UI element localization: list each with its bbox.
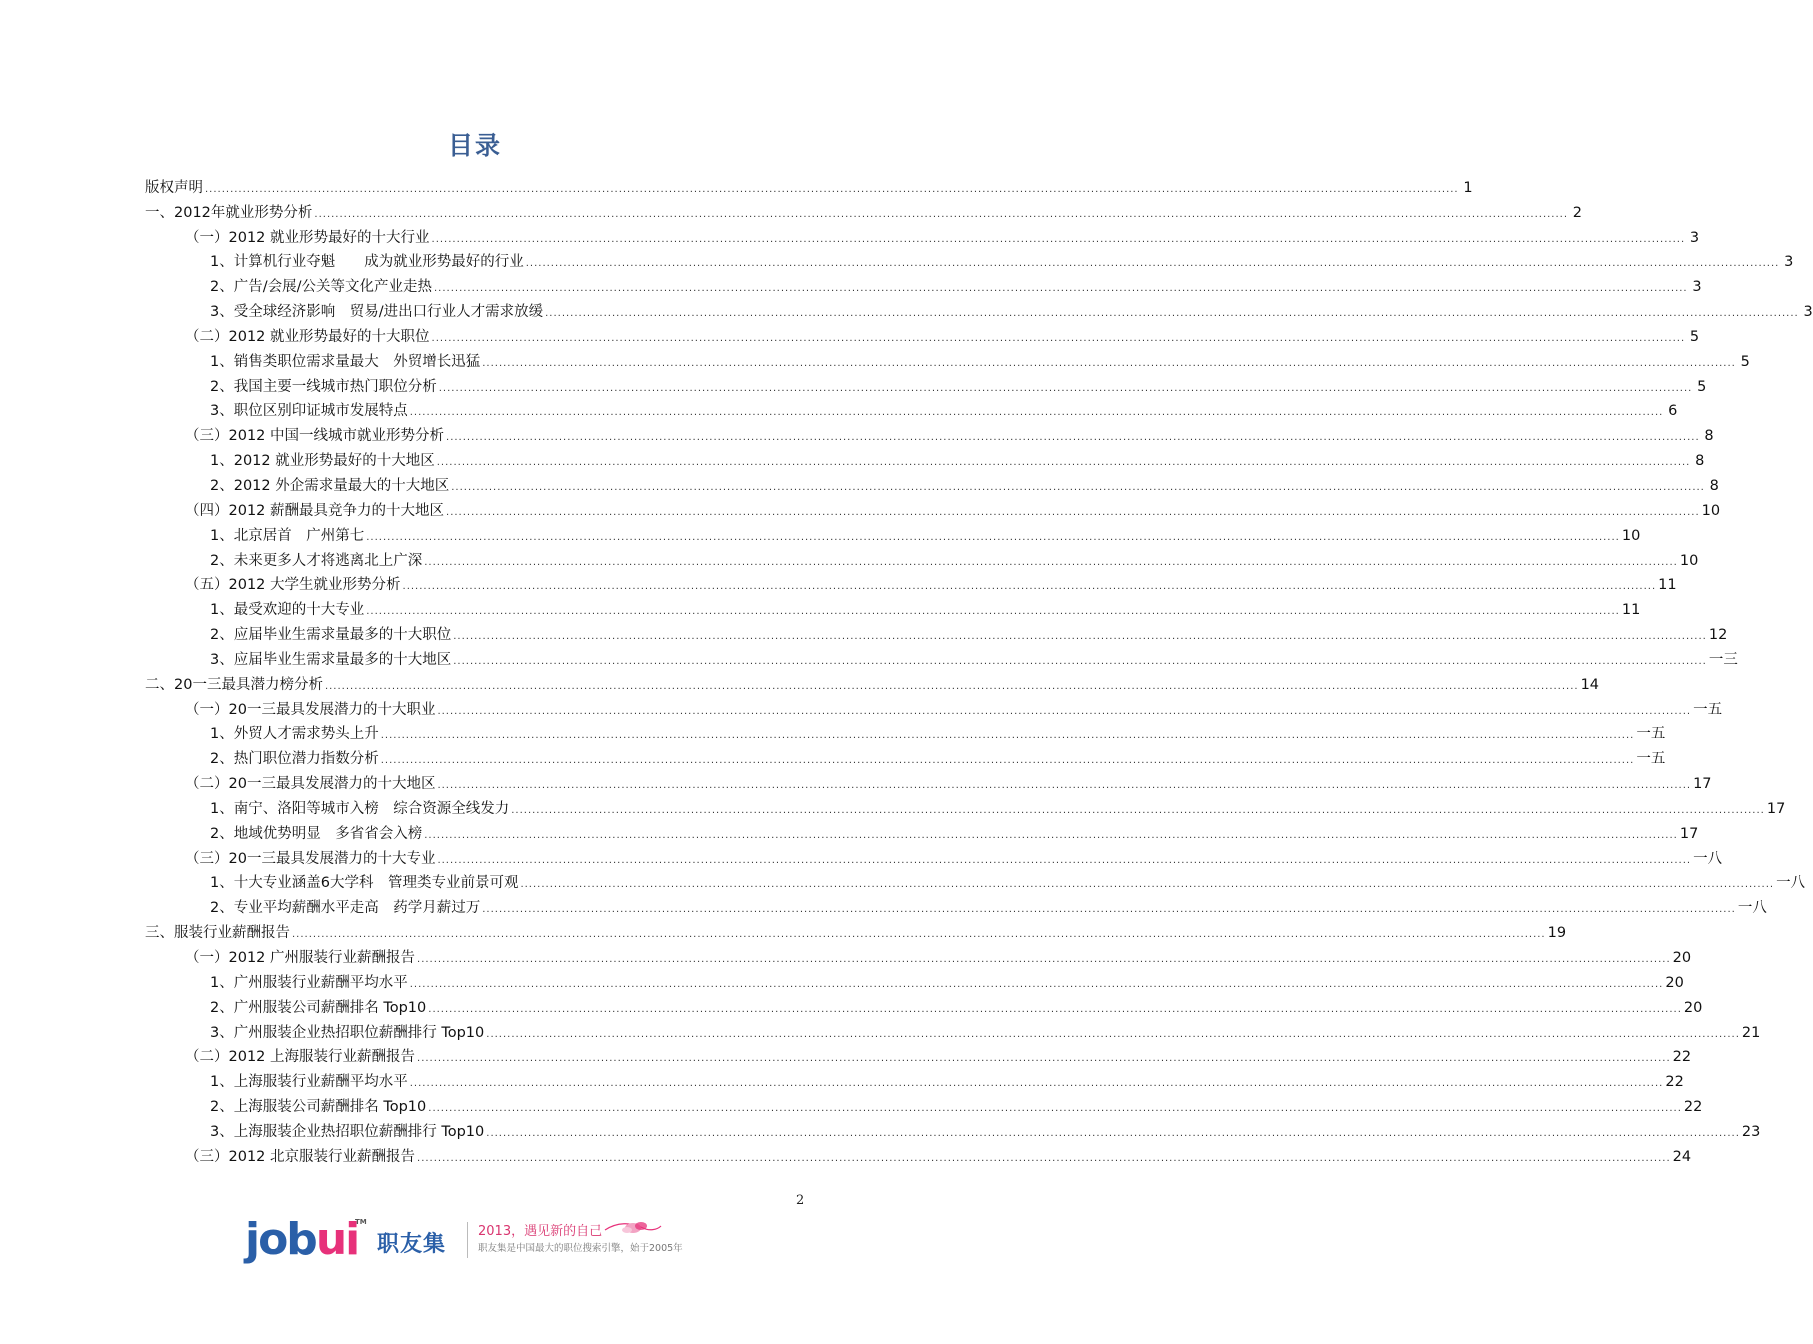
toc-entry[interactable] <box>145 521 1641 546</box>
toc-entry-label: 1、2012 就业形势最好的十大地区 <box>210 453 435 470</box>
toc-entry[interactable] <box>145 720 1666 745</box>
toc-entry-label: 1、计算机行业夺魁 成为就业形势最好的行业 <box>210 254 524 271</box>
toc-entry[interactable] <box>145 272 1702 297</box>
toc-entry[interactable] <box>145 248 1794 273</box>
toc-leader-dots: ............................................................................................................................................................................................................................................................................................................ <box>402 581 1657 593</box>
brand-name: 职友集 <box>377 1232 447 1257</box>
toc-leader-dots: ............................................................................................................................................................................................................................................................................................................ <box>520 879 1775 891</box>
toc-entry-page: 一五 <box>1636 751 1666 768</box>
toc-leader-dots: ............................................................................................................................................................................................................................................................................................................ <box>366 531 1620 543</box>
toc-entry-page: 一八 <box>1693 850 1723 867</box>
toc-entry-page: 11 <box>1658 577 1677 594</box>
toc-leader-dots: ............................................................................................................................................................................................................................................................................................................ <box>482 357 1736 369</box>
toc-entry-page: 3 <box>1803 304 1813 321</box>
toc-entry-page: 5 <box>1740 353 1750 370</box>
toc-entry-label: 3、广州服装企业热招职位薪酬排行 Top10 <box>210 1024 485 1041</box>
toc-leader-dots: ............................................................................................................................................................................................................................................................................................................ <box>437 705 1692 717</box>
toc-entry[interactable] <box>145 769 1712 794</box>
toc-entry-label: 1、北京居首 广州第七 <box>210 527 365 544</box>
toc-entry-label: 1、上海服装行业薪酬平均水平 <box>210 1074 408 1091</box>
toc-leader-dots: ............................................................................................................................................................................................................................................................................................................ <box>292 929 1546 941</box>
toc-entry[interactable] <box>145 819 1699 844</box>
toc-entry[interactable] <box>145 446 1705 471</box>
toc-entry[interactable] <box>145 1142 1692 1167</box>
toc-leader-dots: ............................................................................................................................................................................................................................................................................................................ <box>437 854 1692 866</box>
toc-entry-label: （一）2012 广州服装行业薪酬报告 <box>185 950 416 966</box>
toc-entry-page: 5 <box>1697 378 1707 395</box>
toc-entry[interactable] <box>145 1092 1703 1117</box>
toc-entry-page: 12 <box>1708 627 1728 644</box>
toc-leader-dots: ............................................................................................................................................................................................................................................................................................................ <box>545 308 1799 320</box>
logo-text: jobui <box>245 1214 359 1265</box>
toc-entry-label: 2、应届毕业生需求量最多的十大职位 <box>210 627 452 644</box>
toc-entry[interactable] <box>145 198 1583 223</box>
toc-entry[interactable] <box>145 571 1677 596</box>
toc-leader-dots: ............................................................................................................................................................................................................................................................................................................ <box>453 655 1707 667</box>
toc-entry-page: 3 <box>1689 229 1700 246</box>
toc-entry[interactable] <box>145 421 1714 446</box>
toc-entry-label: 2、热门职位潜力指数分析 <box>210 751 379 768</box>
toc-entry[interactable] <box>145 322 1700 347</box>
toc-entry-page: 20 <box>1665 974 1684 991</box>
toc-entry-label: （三）2012 中国一线城市就业形势分析 <box>185 428 445 445</box>
toc-leader-dots: ............................................................................................................................................................................................................................................................................................................ <box>446 432 1700 444</box>
toc-entry-label: 2、未来更多人才将逃离北上广深 <box>210 552 423 569</box>
toc-entry[interactable] <box>145 794 1786 819</box>
toc-entry-page: 10 <box>1701 502 1721 519</box>
toc-entry-page: 22 <box>1683 1099 1703 1116</box>
toc-leader-dots: ............................................................................................................................................................................................................................................................................................................ <box>417 1053 1671 1065</box>
toc-leader-dots: ............................................................................................................................................................................................................................................................................................................ <box>428 1003 1682 1015</box>
toc-entry[interactable] <box>145 844 1723 869</box>
toc-entry[interactable] <box>145 645 1738 670</box>
toc-entry-page: 23 <box>1741 1123 1761 1140</box>
toc-leader-dots: ............................................................................................................................................................................................................................................................................................................ <box>424 556 1678 568</box>
toc-entry-label: 2、地域优势明显 多省省会入榜 <box>210 825 423 842</box>
toc-entry-label: 2、广州服装公司薪酬排名 Top10 <box>210 999 427 1016</box>
toc-entry[interactable] <box>145 1067 1684 1092</box>
toc-entry[interactable] <box>145 620 1728 645</box>
toc-entry[interactable] <box>145 918 1567 943</box>
toc-entry-label: 2、上海服装公司薪酬排名 Top10 <box>210 1099 427 1116</box>
toc-entry-label: （一）20一三最具发展潜力的十大职业 <box>185 701 436 718</box>
toc-entry[interactable] <box>145 397 1678 422</box>
toc-entry-label: （一）2012 就业形势最好的十大行业 <box>185 229 430 246</box>
toc-entry[interactable] <box>145 1117 1761 1142</box>
toc-leader-dots: ............................................................................................................................................................................................................................................................................................................ <box>434 283 1688 295</box>
toc-entry-page: 3 <box>1692 279 1702 296</box>
toc-entry-label: （五）2012 大学生就业形势分析 <box>185 577 401 594</box>
toc-entry-page: 5 <box>1689 328 1700 345</box>
toc-entry[interactable] <box>145 347 1750 372</box>
toc-entry-label: 三、服装行业薪酬报告 <box>145 925 290 942</box>
toc-entry-page: 17 <box>1693 776 1712 793</box>
toc-leader-dots: ............................................................................................................................................................................................................................................................................................................ <box>424 829 1678 841</box>
footer-divider <box>467 1222 468 1258</box>
toc-leader-dots: ............................................................................................................................................................................................................................................................................................................ <box>446 506 1700 518</box>
toc-leader-dots: ............................................................................................................................................................................................................................................................................................................ <box>453 631 1707 643</box>
toc-leader-dots: ............................................................................................................................................................................................................................................................................................................ <box>438 382 1693 394</box>
toc-entry-page: 22 <box>1665 1074 1684 1091</box>
toc-entry[interactable] <box>145 595 1641 620</box>
toc-entry-label: （二）20一三最具发展潜力的十大地区 <box>185 776 436 793</box>
page-number: 2 <box>796 1193 805 1208</box>
toc-leader-dots: ............................................................................................................................................................................................................................................................................................................ <box>380 755 1635 767</box>
toc-entry-page: 17 <box>1679 825 1699 842</box>
toc-entry-page: 1 <box>1463 179 1473 196</box>
slogan: 2013，遇见新的自己 <box>478 1224 603 1239</box>
toc-entry-page: 11 <box>1621 602 1641 619</box>
toc-entry[interactable] <box>145 670 1600 695</box>
toc-leader-dots: ............................................................................................................................................................................................................................................................................................................ <box>366 606 1620 618</box>
toc-entry-label: 1、销售类职位需求量最大 外贸增长迅猛 <box>210 353 481 370</box>
toc-leader-dots: ............................................................................................................................................................................................................................................................................................................ <box>431 233 1686 245</box>
footer-banner <box>245 1212 715 1270</box>
jobui-logo[interactable] <box>245 1212 370 1270</box>
toc-entry[interactable] <box>145 546 1699 571</box>
toc-entry-label: （三）20一三最具发展潜力的十大专业 <box>185 850 436 867</box>
toc-entry[interactable] <box>145 372 1707 397</box>
toc-entry-page: 一三 <box>1708 651 1738 668</box>
toc-leader-dots: ............................................................................................................................................................................................................................................................................................................ <box>428 1103 1682 1115</box>
toc-entry-label: 版权声明 <box>145 179 203 196</box>
toc-entry-label: 1、广州服装行业薪酬平均水平 <box>210 974 408 991</box>
toc-entry-page: 20 <box>1683 999 1703 1016</box>
toc-entry[interactable] <box>145 869 1806 894</box>
toc-entry-page: 8 <box>1704 428 1714 445</box>
toc-leader-dots: ............................................................................................................................................................................................................................................................................................................ <box>314 208 1569 220</box>
tagline: 职友集是中国最大的职位搜索引擎，始于2005年 <box>478 1243 683 1254</box>
toc-leader-dots: ............................................................................................................................................................................................................................................................................................................ <box>511 804 1765 816</box>
toc-entry[interactable] <box>145 471 1719 496</box>
toc-entry-page: 19 <box>1547 925 1567 942</box>
toc-entry-page: 21 <box>1741 1024 1761 1041</box>
trademark-mark: TM <box>355 1218 367 1226</box>
toc-entry-label: 3、上海服装企业热招职位薪酬排行 Top10 <box>210 1123 485 1140</box>
toc-entry-label: （二）2012 就业形势最好的十大职位 <box>185 328 430 345</box>
toc-entry-label: （四）2012 薪酬最具竞争力的十大地区 <box>185 502 445 519</box>
toc-entry[interactable] <box>145 968 1684 993</box>
toc-entry-page: 2 <box>1572 204 1583 221</box>
toc-leader-dots: ............................................................................................................................................................................................................................................................................................................ <box>409 407 1664 419</box>
toc-entry-label: 2、2012 外企需求量最大的十大地区 <box>210 477 450 494</box>
toc-entry-label: 3、受全球经济影响 贸易/进出口行业人才需求放缓 <box>210 304 544 321</box>
toc-leader-dots: ............................................................................................................................................................................................................................................................................................................ <box>486 1028 1740 1040</box>
toc-entry-page: 20 <box>1672 950 1692 966</box>
toc-leader-dots: ............................................................................................................................................................................................................................................................................................................ <box>409 978 1664 990</box>
toc-leader-dots: ............................................................................................................................................................................................................................................................................................................ <box>482 904 1736 916</box>
toc-entry-page: 17 <box>1766 800 1786 817</box>
toc-entry-label: （三）2012 北京服装行业薪酬报告 <box>185 1148 416 1165</box>
toc-leader-dots: ............................................................................................................................................................................................................................................................................................................ <box>417 1152 1671 1164</box>
toc-leader-dots: ............................................................................................................................................................................................................................................................................................................ <box>431 332 1686 344</box>
toc-leader-dots: ............................................................................................................................................................................................................................................................................................................ <box>525 258 1780 270</box>
toc-leader-dots: ............................................................................................................................................................................................................................................................................................................ <box>409 1078 1664 1090</box>
toc-leader-dots: ............................................................................................................................................................................................................................................................................................................ <box>380 730 1635 742</box>
toc-entry-page: 14 <box>1580 676 1600 693</box>
toc-entry[interactable] <box>145 496 1721 521</box>
toc-entry-page: 10 <box>1621 527 1641 544</box>
toc-entry-page: 22 <box>1672 1049 1692 1066</box>
toc-entry[interactable] <box>145 1018 1761 1043</box>
toc-leader-dots: ............................................................................................................................................................................................................................................................................................................ <box>436 457 1691 469</box>
toc-entry[interactable] <box>145 695 1723 720</box>
toc-entry-label: 2、专业平均薪酬水平走高 药学月薪过万 <box>210 900 481 917</box>
toc-leader-dots: ............................................................................................................................................................................................................................................................................................................ <box>324 680 1579 692</box>
table-of-contents <box>145 173 1813 1167</box>
toc-entry-label: 1、外贸人才需求势头上升 <box>210 726 379 743</box>
toc-leader-dots: ............................................................................................................................................................................................................................................................................................................ <box>486 1127 1740 1139</box>
toc-entry-label: 3、应届毕业生需求量最多的十大地区 <box>210 651 452 668</box>
toc-entry[interactable] <box>145 893 1767 918</box>
toc-entry-label: 二、20一三最具潜力榜分析 <box>145 676 323 693</box>
toc-leader-dots: ............................................................................................................................................................................................................................................................................................................ <box>205 183 1459 195</box>
toc-entry-page: 一五 <box>1693 701 1723 718</box>
toc-entry-label: 一、2012年就业形势分析 <box>145 204 313 221</box>
toc-entry[interactable] <box>145 744 1666 769</box>
toc-entry[interactable] <box>145 943 1692 968</box>
toc-entry-label: 1、最受欢迎的十大专业 <box>210 602 365 619</box>
toc-entry-page: 8 <box>1709 477 1719 494</box>
toc-entry[interactable] <box>145 173 1473 198</box>
toc-entry-page: 一八 <box>1776 875 1806 892</box>
toc-entry-label: 1、南宁、洛阳等城市入榜 综合资源全线发力 <box>210 800 510 817</box>
toc-entry[interactable] <box>145 993 1703 1018</box>
toc-leader-dots: ............................................................................................................................................................................................................................................................................................................ <box>417 954 1671 965</box>
toc-leader-dots: ............................................................................................................................................................................................................................................................................................................ <box>451 481 1705 493</box>
toc-entry-label: 2、广告/会展/公关等文化产业走热 <box>210 279 432 296</box>
toc-entry-label: 3、职位区别印证城市发展特点 <box>210 403 408 420</box>
toc-entry-page: 一五 <box>1636 726 1666 743</box>
toc-entry-page: 一八 <box>1737 900 1767 917</box>
toc-leader-dots: ............................................................................................................................................................................................................................................................................................................ <box>437 780 1692 792</box>
toc-entry-page: 3 <box>1784 254 1794 271</box>
toc-entry[interactable] <box>145 1043 1692 1068</box>
toc-entry-label: 1、十大专业涵盖6大学科 管理类专业前景可观 <box>210 875 519 892</box>
toc-entry-page: 24 <box>1672 1148 1692 1165</box>
toc-entry[interactable] <box>145 223 1700 248</box>
toc-entry[interactable] <box>145 297 1813 322</box>
toc-entry-label: 2、我国主要一线城市热门职位分析 <box>210 378 437 395</box>
toc-entry-label: （二）2012 上海服装行业薪酬报告 <box>185 1049 416 1066</box>
flower-icon <box>603 1218 663 1240</box>
toc-entry-page: 10 <box>1679 552 1699 569</box>
toc-entry-page: 8 <box>1695 453 1705 470</box>
page-title: 目录 <box>447 131 502 160</box>
toc-entry-page: 6 <box>1668 403 1678 420</box>
